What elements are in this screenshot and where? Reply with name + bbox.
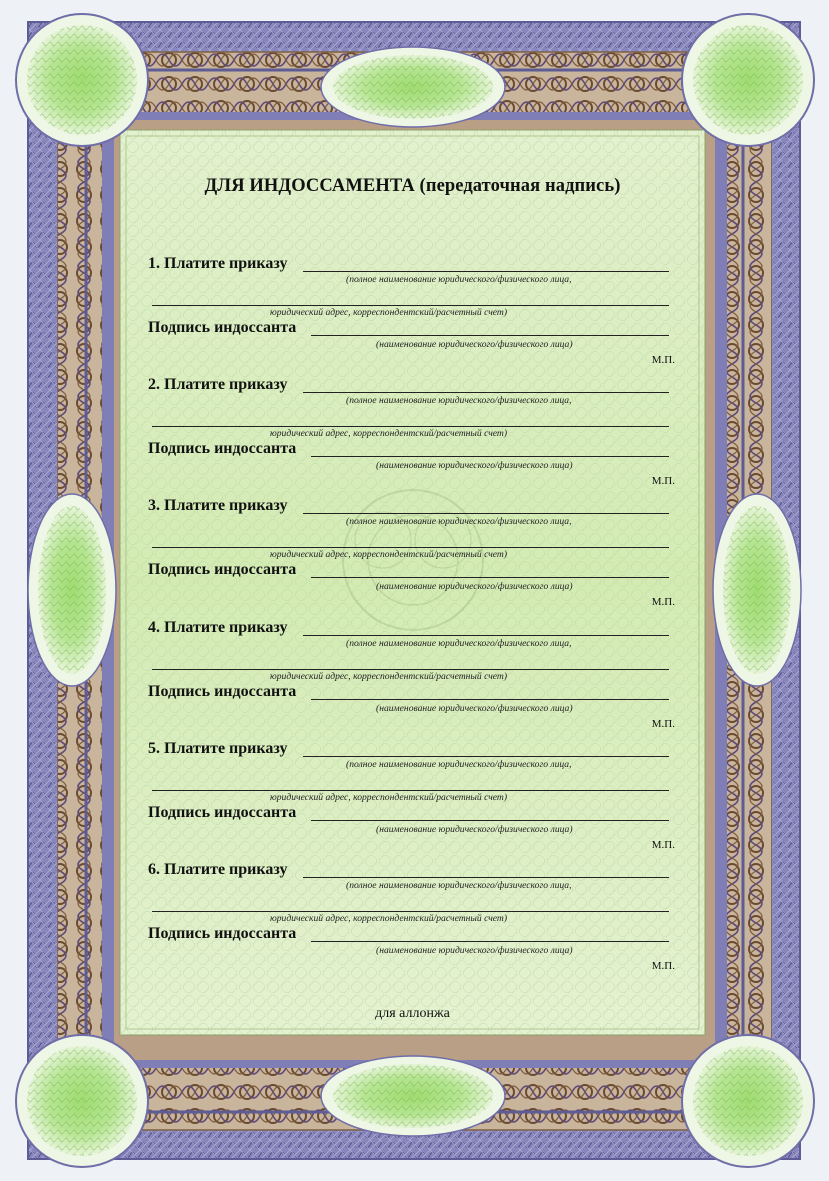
payee-address-row [120,288,705,308]
endorser-signature-field[interactable] [311,699,669,700]
pay-to-order-label: 1. Платите приказу [148,255,288,272]
endorser-signature-field[interactable] [311,941,669,942]
endorser-signature-row [120,318,705,338]
seal-place-label: М.П. [651,354,675,366]
endorser-signature-label: Подпись индоссанта [148,925,297,942]
bottom-center-medallion [321,1056,505,1136]
endorser-signature-field[interactable] [311,577,669,578]
seal-place-label: М.П. [651,717,675,730]
payee-address-row [120,530,705,550]
payee-address-row [120,652,705,672]
seal-place-label: М.П. [651,475,675,488]
right-center-medallion [713,494,801,686]
endorser-signature-row [120,439,705,459]
payee-name-caption: (полное наименование юридического/физического лица, [346,758,572,770]
endorser-name-caption: (наименование юридического/физического лица) [376,339,573,350]
payee-address-field[interactable] [152,790,669,791]
endorser-signature-field[interactable] [311,820,669,821]
seal-place-label: М.П. [651,596,675,609]
endorser-signature-label: Подпись индоссанта [148,682,297,700]
corner-rosette-top-right [682,14,814,146]
left-center-medallion [28,494,116,686]
payee-address-field[interactable] [152,547,669,548]
payee-address-caption: юридический адрес, корреспондентский/расчетный счет) [270,791,508,803]
pay-to-order-label: 4. Платите приказу [148,618,288,636]
pay-to-order-row [120,254,705,274]
pay-to-order-row [120,739,705,759]
endorser-name-caption: (наименование юридического/физического лица) [376,823,573,835]
endorser-name-caption: (наименование юридического/физического лица) [376,460,573,472]
seal-place-label: М.П. [651,838,675,851]
payee-name-field[interactable] [303,635,669,636]
payee-name-field[interactable] [303,756,669,757]
endorser-signature-label: Подпись индоссанта [148,319,297,336]
payee-name-caption: (полное наименование юридического/физического лица, [346,516,572,528]
pay-to-order-label: 3. Платите приказу [148,497,288,515]
payee-address-row [120,773,705,793]
pay-to-order-row [120,375,705,395]
payee-name-caption: (полное наименование юридического/физического лица, [346,880,572,891]
payee-address-caption: юридический адрес, корреспондентский/расчетный счет) [270,549,508,561]
page-title: ДЛЯ ИНДОССАМЕНТА (передаточная надпись) [204,176,621,196]
corner-rosette-bottom-right [682,1035,814,1167]
endorser-signature-label: Подпись индоссанта [148,440,297,458]
endorser-name-caption: (наименование юридического/физического лица) [376,581,573,593]
payee-name-field[interactable] [303,392,669,393]
corner-rosette-top-left [16,14,148,146]
endorser-signature-row [120,560,705,580]
corner-rosette-bottom-left [16,1035,148,1167]
payee-address-field[interactable] [152,305,669,306]
pay-to-order-label: 6. Платите приказу [148,861,288,878]
endorser-signature-field[interactable] [311,456,669,457]
endorser-name-caption: (наименование юридического/физического лица) [376,702,573,714]
endorser-signature-label: Подпись индоссанта [148,561,297,579]
payee-address-field[interactable] [152,426,669,427]
endorser-name-caption: (наименование юридического/физического лица) [376,945,573,956]
endorsement-panel [120,130,705,1035]
payee-address-row [120,409,705,429]
pay-to-order-row [120,860,705,880]
endorser-signature-row [120,924,705,944]
pay-to-order-row [120,496,705,516]
payee-name-caption: (полное наименование юридического/физического лица, [346,395,572,407]
seal-place-label: М.П. [651,960,675,972]
allonge-note: для аллонжа [375,1006,450,1021]
payee-name-field[interactable] [303,513,669,514]
endorser-signature-label: Подпись индоссанта [148,803,297,821]
endorser-signature-field[interactable] [311,335,669,336]
payee-address-caption: юридический адрес, корреспондентский/расчетный счет) [270,428,508,440]
payee-address-caption: юридический адрес, корреспондентский/расчетный счет) [270,670,508,682]
pay-to-order-row [120,618,705,638]
pay-to-order-label: 5. Платите приказу [148,739,288,757]
payee-name-caption: (полное наименование юридического/физического лица, [346,637,572,649]
payee-name-caption: (полное наименование юридического/физического лица, [346,274,572,285]
payee-address-field[interactable] [152,911,669,912]
endorser-signature-row [120,682,705,702]
endorser-signature-row [120,803,705,823]
payee-address-caption: юридический адрес, корреспондентский/расчетный счет) [270,307,508,318]
payee-address-field[interactable] [152,669,669,670]
payee-name-field[interactable] [303,271,669,272]
payee-address-row [120,894,705,914]
pay-to-order-label: 2. Платите приказу [148,376,288,394]
payee-address-caption: юридический адрес, корреспондентский/расчетный счет) [270,913,508,924]
top-center-medallion [321,47,505,127]
payee-name-field[interactable] [303,877,669,878]
